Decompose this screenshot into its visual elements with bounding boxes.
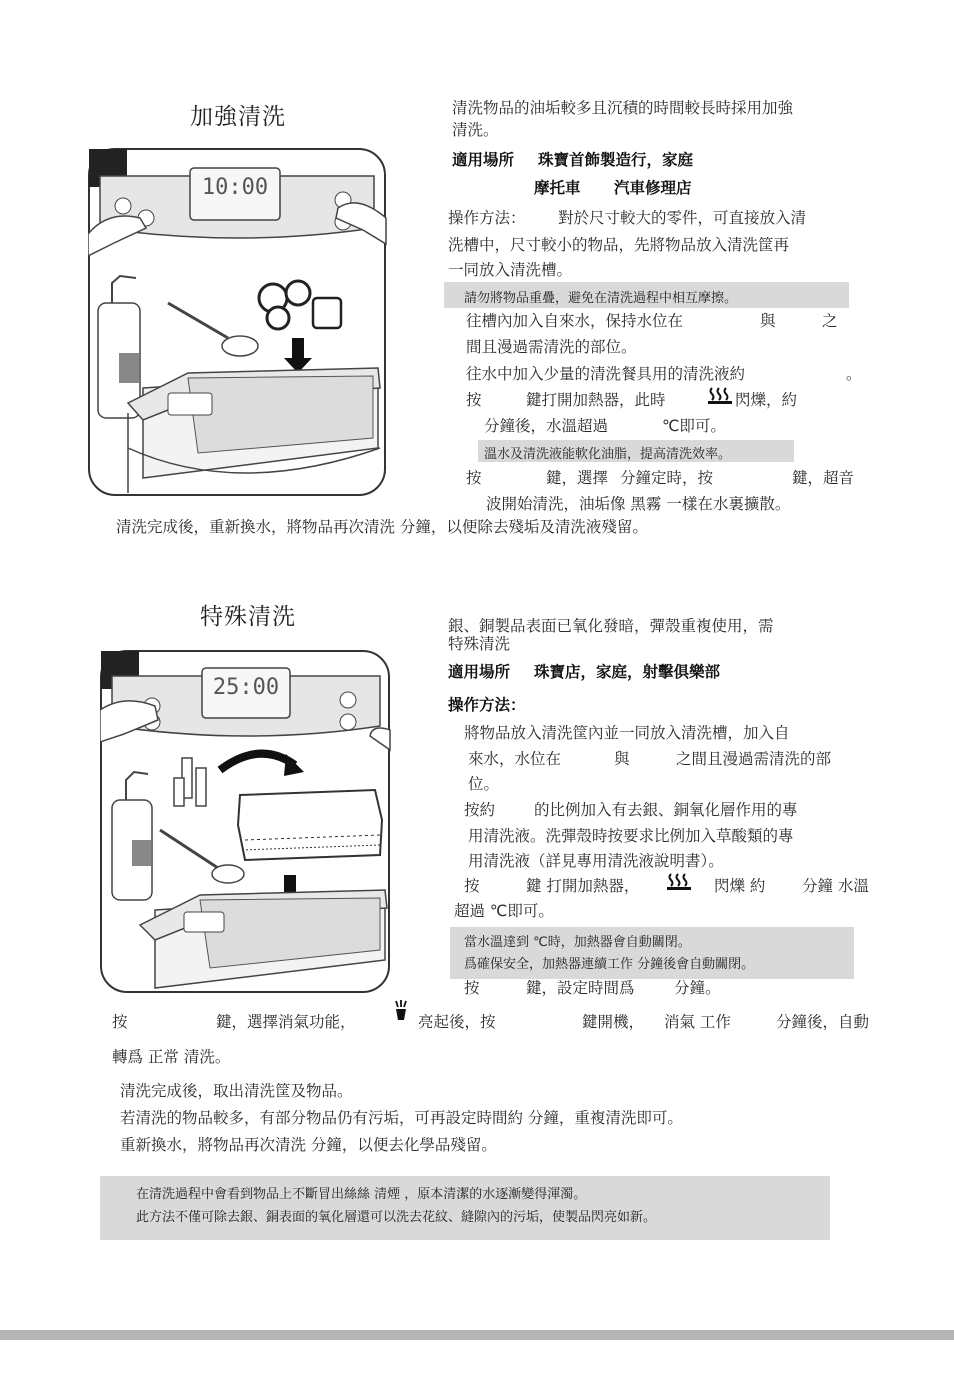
lcd-display-1: 10:00 <box>201 175 269 200</box>
s2-step1-line2b: 與 <box>614 750 630 768</box>
section1-finish: 清洗完成後，重新換水，將物品再次清洗 分鐘，以便除去殘垢及清洗液殘留。 <box>116 518 648 536</box>
section1-method-line1: 對於尺寸較大的零件，可直接放入清 <box>558 209 807 227</box>
section2-tip-line1: 在清洗過程中會看到物品上不斷冒出絲絲 清煙 ，原本清潔的水逐漸變得渾濁。 <box>136 1187 587 1202</box>
section2-title: 特殊清洗 <box>200 604 296 630</box>
ultrasonic-cleaner-illustration-2 <box>100 650 392 995</box>
s2-step5-b: 鍵，選擇消氣功能， <box>216 1013 356 1031</box>
s2-step2-line3: 用清洗液（詳見專用清洗液說明書）。 <box>468 852 724 870</box>
step-heat-2b: ℃即可。 <box>662 417 726 435</box>
s2-step5-c: 亮起後，按 <box>418 1013 496 1031</box>
section1-intro-line2: 清洗。 <box>452 121 499 139</box>
step-us-2: 波開始清洗，油垢像 黑霧 一樣在水裏擴散。 <box>486 495 791 513</box>
section2-method-label: 操作方法： <box>448 696 526 714</box>
page-footer-bar <box>0 1330 954 1340</box>
s2-step3-line2: 超過 ℃即可。 <box>454 902 554 920</box>
s2-step2-line1b: 的比例加入有去銀、銅氧化層作用的專 <box>534 801 798 819</box>
section2-note1: 當水溫達到 ℃時，加熱器會自動關閉。 <box>464 935 691 950</box>
section1-note1: 請勿將物品重疊，避免在清洗過程中相互摩擦。 <box>464 291 738 306</box>
lcd-display-2: 25:00 <box>212 675 280 700</box>
step-us-d: 鍵，超音 <box>792 469 855 487</box>
section2-intro-line1: 銀、銅製品表面已氧化發暗，彈殼重複使用，需 <box>448 617 774 635</box>
section1-method-line3: 一同放入清洗槽。 <box>448 261 573 279</box>
section1-places-line2b: 汽車修理店 <box>614 179 692 197</box>
s2-step3-c: 閃爍 約 <box>714 877 766 895</box>
section1-method-label: 操作方法： <box>448 209 526 227</box>
section1-places-line2a: 摩托車 <box>534 179 581 197</box>
s2-step5-d: 鍵開機， <box>582 1013 645 1031</box>
step-heat-b: 鍵打開加熱器，此時 <box>526 391 666 409</box>
s2-step5-line2: 轉爲 正常 清洗。 <box>112 1048 231 1066</box>
heater-icon <box>707 386 733 406</box>
step-water-2: 間且漫過需清洗的部位。 <box>466 338 637 356</box>
step-water-b: 與 <box>760 312 776 330</box>
s2-step4-b: 鍵，設定時間爲 <box>526 979 635 997</box>
s2-after3: 重新換水，將物品再次清洗 分鐘，以便去化學品殘留。 <box>120 1136 497 1154</box>
section2-intro-line2: 特殊清洗 <box>448 635 511 653</box>
heater-icon-2 <box>666 872 692 892</box>
section1-places-label: 適用場所 <box>452 151 515 169</box>
section1-note2: 溫水及清洗液能軟化油脂，提高清洗效率。 <box>484 447 732 462</box>
step-us-c: 分鐘定時，按 <box>620 469 714 487</box>
s2-step4-c: 分鐘。 <box>674 979 721 997</box>
s2-step5-f: 分鐘後，自動 <box>776 1013 870 1031</box>
section1-places-line1: 珠寶首飾製造行，家庭 <box>538 151 694 169</box>
s2-step3-d: 分鐘 水溫 <box>802 877 869 895</box>
s2-after1: 清洗完成後，取出清洗筐及物品。 <box>120 1082 353 1100</box>
s2-step2-line1a: 按約 <box>464 801 496 819</box>
section2-places-label: 適用場所 <box>448 663 511 681</box>
ultrasonic-cleaner-illustration-1 <box>88 148 388 498</box>
step-us-b: 鍵，選擇 <box>546 469 609 487</box>
s2-step4-a: 按 <box>464 979 480 997</box>
s2-step5-e: 消氣 工作 <box>664 1013 731 1031</box>
s2-step1-line3: 位。 <box>468 775 500 793</box>
step-heat-a: 按 <box>466 391 482 409</box>
section2-places-line1: 珠寶店，家庭，射擊俱樂部 <box>534 663 721 681</box>
section1-title: 加強清洗 <box>190 104 286 130</box>
step-heat-c: 閃爍，約 <box>735 391 798 409</box>
s2-step5-a: 按 <box>112 1013 128 1031</box>
step-liquid-a: 往水中加入少量的清洗餐具用的清洗液約 <box>466 365 746 383</box>
step-us-a: 按 <box>466 469 482 487</box>
s2-after2: 若清洗的物品較多，有部分物品仍有污垢，可再設定時間約 分鐘，重複清洗即可。 <box>120 1109 683 1127</box>
s2-step3-a: 按 <box>464 877 480 895</box>
step-liquid-b: 。 <box>846 365 862 383</box>
step-heat-2a: 分鐘後，水溫超過 <box>484 417 609 435</box>
s2-step1-line1: 將物品放入清洗筐內並一同放入清洗槽，加入自 <box>464 724 790 742</box>
section2-tip-line2: 此方法不僅可除去銀、銅表面的氧化層還可以洗去花紋、縫隙內的污垢，使製品閃亮如新。 <box>136 1210 657 1225</box>
section1-intro-line1: 清洗物品的油垢較多且沉積的時間較長時採用加強 <box>452 99 794 117</box>
s2-step3-b: 鍵 打開加熱器， <box>526 877 640 895</box>
s2-step2-line2: 用清洗液。洗彈殼時按要求比例加入草酸類的專 <box>468 827 794 845</box>
s2-step1-line2a: 來水，水位在 <box>468 750 562 768</box>
step-water-a: 往槽內加入自來水，保持水位在 <box>466 312 684 330</box>
step-water-c: 之 <box>822 312 838 330</box>
section2-note2: 爲確保安全，加熱器連續工作 分鐘後會自動關閉。 <box>464 957 755 972</box>
degas-icon <box>394 1000 408 1022</box>
section1-method-line2: 洗槽中，尺寸較小的物品，先將物品放入清洗筐再 <box>448 236 790 254</box>
s2-step1-line2c: 之間且漫過需清洗的部 <box>676 750 832 768</box>
